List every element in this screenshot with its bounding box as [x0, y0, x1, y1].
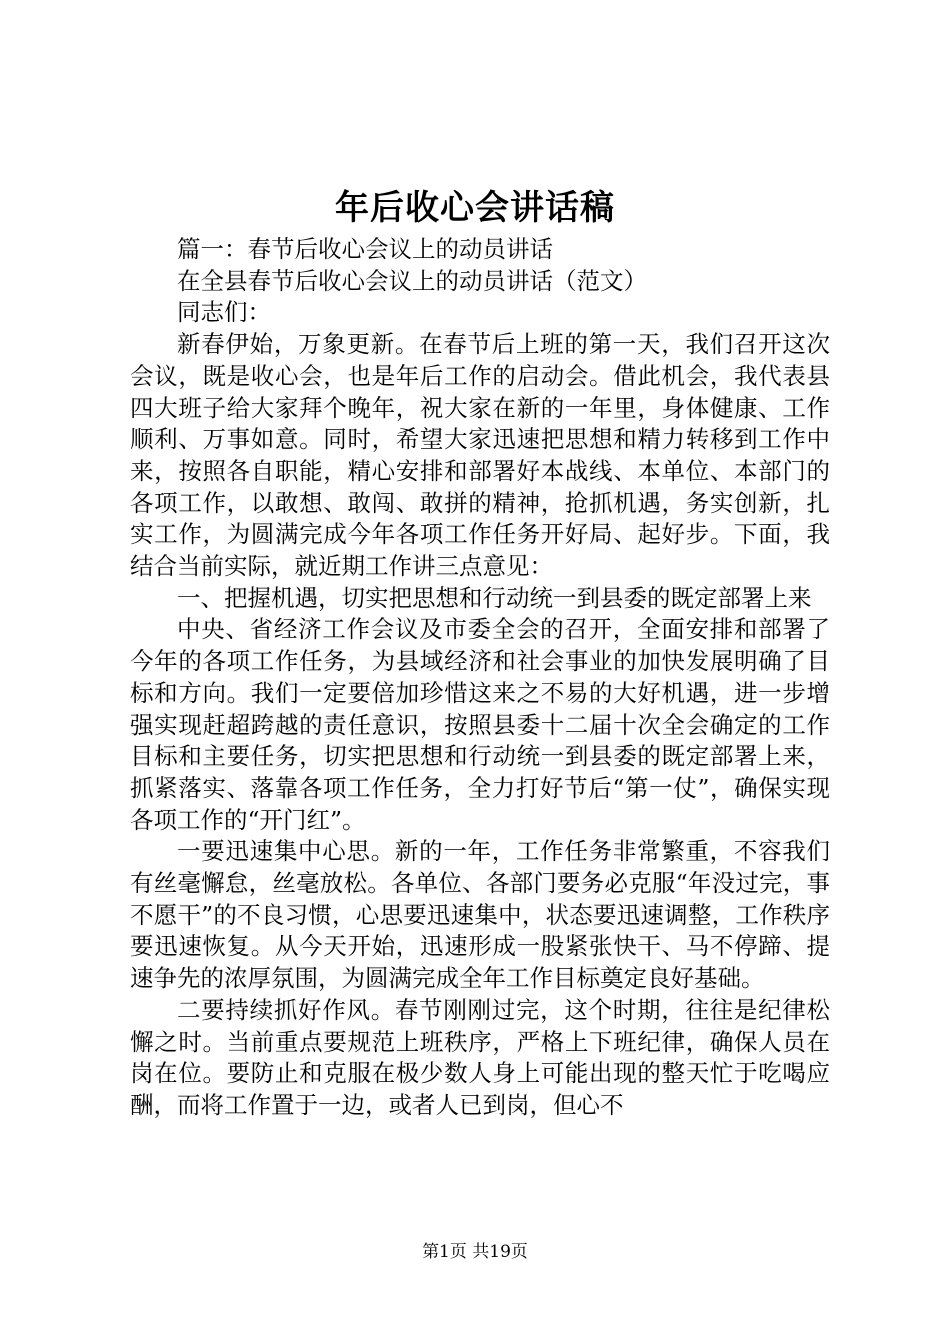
point-heading: 一、把握机遇，切实把思想和行动统一到县委的既定部署上来: [177, 583, 812, 612]
document-body: [130, 234, 830, 1122]
body-paragraph: 一要迅速集中心思。新的一年，工作任务非常繁重，不容我们有丝毫懈怠，丝毫放松。各单位、各部门要务必克服“年没过完，事不愿干”的不良习惯，心思要迅速集中，状态要迅速调整，工作秩序要迅速恢复。从今天开始，迅速形成一股紧张快干、马不停蹄、提速争先的浓厚氛围，为圆满完成全年工作目标奠定良好基础。: [130, 837, 830, 993]
document-title: 年后收心会讲话稿: [335, 188, 615, 228]
page-number-footer: 第1页 共19页: [422, 1242, 528, 1262]
speech-title: 在全县春节后收心会议上的动员讲话（范文）: [177, 266, 647, 295]
section-heading: 篇一：春节后收心会议上的动员讲话: [177, 235, 553, 263]
body-paragraph: 新春伊始，万象更新。在春节后上班的第一天，我们召开这次会议，既是收心会，也是年后工作的启动会。借此机会，我代表县四大班子给大家拜个晚年，祝大家在新的一年里，身体健康、工作顺利、万事如意。同时，希望大家迅速把思想和精力转移到工作中来，按照各自职能，精心安排和部署好本战线、本单位、本部门的各项工作，以敢想、敢闯、敢拼的精神，抢抓机遇，务实创新，扎实工作，为圆满完成今年各项工作任务开好局、起好步。下面，我结合当前实际，就近期工作讲三点意见：: [130, 330, 830, 581]
salutation: 同志们：: [177, 298, 271, 327]
body-paragraph: 二要持续抓好作风。春节刚刚过完，这个时期，往往是纪律松懈之时。当前重点要规范上班秩序，严格上下班纪律，确保人员在岗在位。要防止和克服在极少数人身上可能出现的整天忙于吃喝应酬，而将工作置于一边，或者人已到岗，但心不: [130, 995, 830, 1119]
body-paragraph: 中央、省经济工作会议及市委全会的召开，全面安排和部署了今年的各项工作任务，为县域经济和社会事业的加快发展明确了目标和方向。我们一定要倍加珍惜这来之不易的大好机遇，进一步增强实现赶超跨越的责任意识，按照县委十二届十次全会确定的工作目标和主要任务，切实把思想和行动统一到县委的既定部署上来，抓紧落实、落靠各项工作任务，全力打好节后“第一仗”，确保实现各项工作的“开门红”。: [130, 615, 830, 834]
